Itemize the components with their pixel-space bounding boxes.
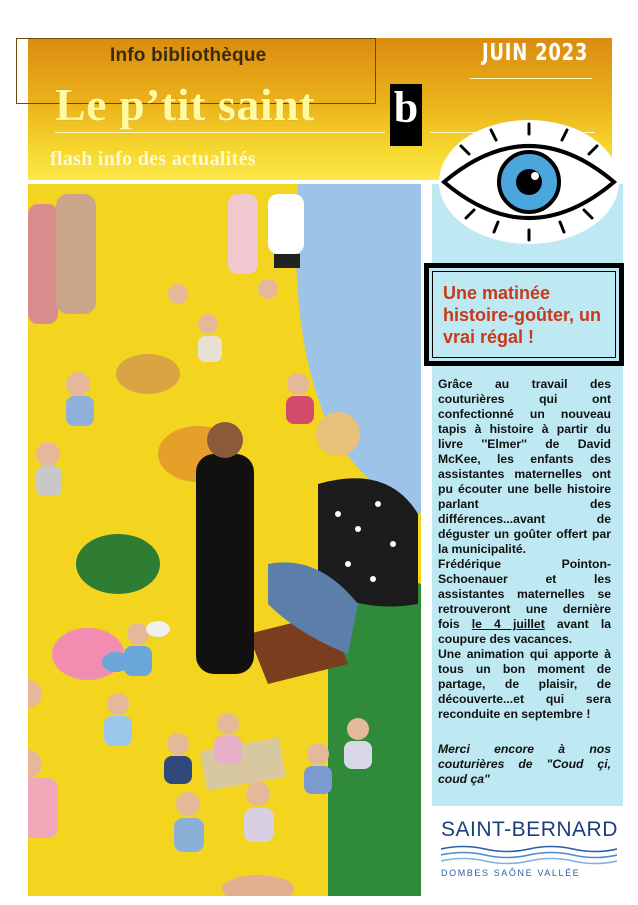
body-paragraph: Une animation qui apporte à tous un bon moment de partage, de plaisir, de découverte...et qui sera reconduite en septembre !	[438, 647, 611, 721]
waves-icon	[441, 844, 617, 866]
logo-tagline: DOMBES SAÔNE VALLÉE	[441, 868, 581, 878]
newsletter-subtitle: flash info des actualités	[50, 148, 256, 170]
eye-icon	[436, 118, 622, 252]
event-date: le 4 juillet	[471, 617, 545, 631]
header-rule	[55, 132, 385, 133]
logo-name: SAINT-BERNARD	[441, 818, 618, 841]
issue-date: JUIN 2023	[482, 40, 589, 66]
header-rule	[470, 78, 592, 79]
newsletter-title: Le p’tit saint	[55, 79, 315, 130]
article-headline: Une matinée histoire-goûter, un vrai régal !	[443, 283, 602, 347]
kicker-label: Info bibliothèque	[110, 45, 267, 66]
article-body	[438, 377, 611, 722]
title-letter-block: b	[390, 84, 422, 146]
body-paragraph: Frédérique Pointon-Schoenauer et les assistantes maternelles se retrouveront une dernière fois le 4 juillet avant la coupure des vacances.	[438, 557, 611, 646]
saint-bernard-logo	[436, 806, 622, 898]
body-paragraph: Grâce au travail des couturières qui ont confectionné un nouveau tapis à histoire à partir du livre ''Elmer'' de David McKee, les enfants des assistantes maternelles ont pu écouter une belle histoire parlant des différences...avant de déguster un goûter offert par la municipalité.	[438, 377, 611, 556]
story-photo	[28, 184, 421, 896]
headline-frame	[424, 263, 624, 366]
photo-illustration	[28, 184, 421, 896]
thanks-note: Merci encore à nos couturières de "Coud çi, coud ça"	[438, 742, 611, 786]
